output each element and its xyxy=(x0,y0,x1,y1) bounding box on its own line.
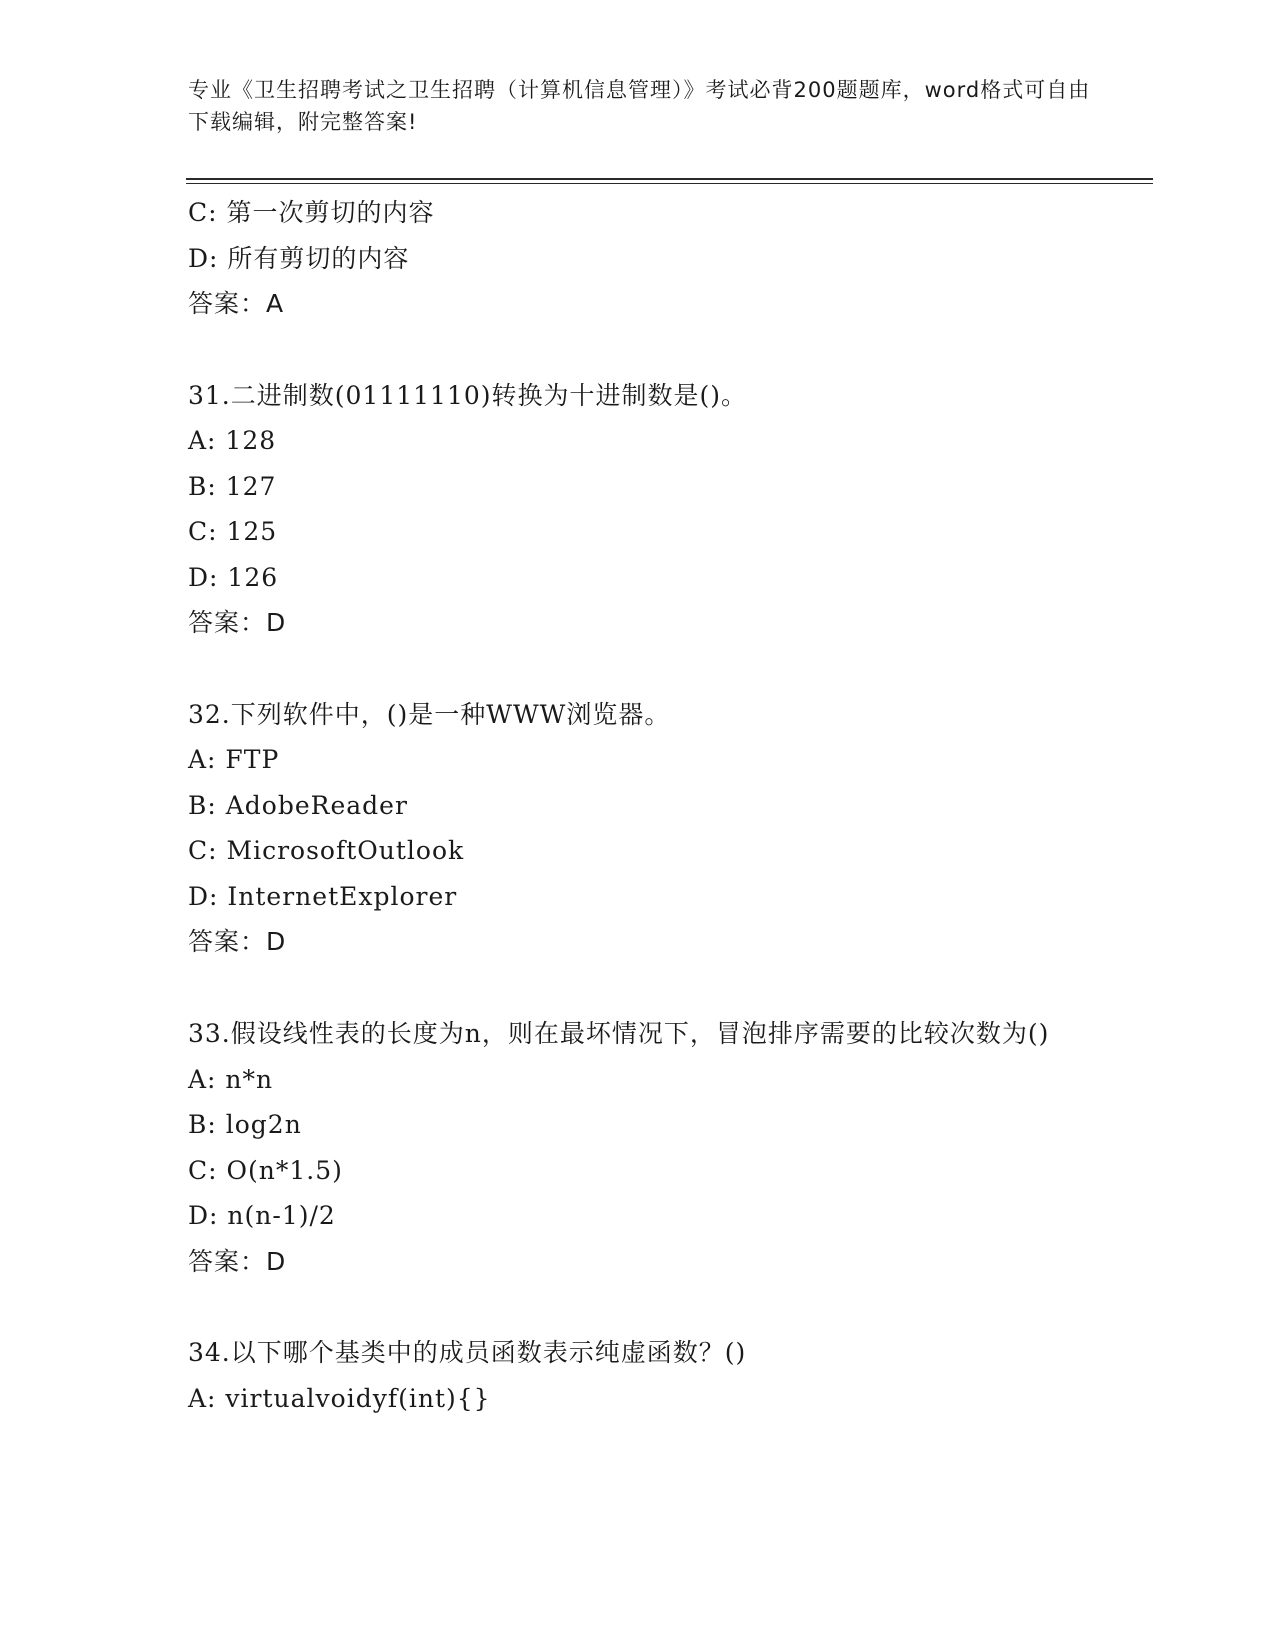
question-text: 32.下列软件中，()是一种WWW浏览器。 xyxy=(188,699,671,729)
question-spacer xyxy=(188,965,1088,1011)
document-header: 专业《卫生招聘考试之卫生招聘（计算机信息管理）》考试必背200题题库，word格式可自由下载编辑，附完整答案! xyxy=(188,78,1091,134)
question-block-34 xyxy=(188,1330,1088,1421)
answer-line: 答案：D xyxy=(188,608,287,637)
question-block-30 xyxy=(188,190,1088,327)
question-text: 34.以下哪个基类中的成员函数表示纯虚函数？() xyxy=(188,1338,747,1367)
option-c: C: 125 xyxy=(188,517,278,546)
option-a: A: FTP xyxy=(188,745,280,774)
option-a: A: n*n xyxy=(188,1064,274,1094)
question-block-31 xyxy=(188,373,1088,646)
option-b: B: AdobeReader xyxy=(188,790,408,820)
question-text: 33.假设线性表的长度为n，则在最坏情况下，冒泡排序需要的比较次数为() xyxy=(188,1018,1050,1048)
option-d: D: InternetExplorer xyxy=(188,881,458,911)
option-a: A: virtualvoidyf(int){} xyxy=(188,1383,491,1413)
answer-line: 答案：A xyxy=(188,289,285,318)
option-d: D: 126 xyxy=(188,562,279,592)
header-divider-bottom xyxy=(186,183,1153,184)
option-b: B: log2n xyxy=(188,1110,302,1139)
answer-line: 答案：D xyxy=(188,1246,287,1276)
option-d: D: 所有剪切的内容 xyxy=(188,243,410,273)
option-b: B: 127 xyxy=(188,471,277,501)
question-list xyxy=(188,190,1088,1421)
option-a: A: 128 xyxy=(188,426,277,455)
question-text: 31.二进制数(01111110)转换为十进制数是()。 xyxy=(188,380,748,410)
answer-line: 答案：D xyxy=(188,927,287,956)
question-block-33 xyxy=(188,1011,1088,1285)
question-spacer xyxy=(188,327,1088,373)
option-c: C: 第一次剪切的内容 xyxy=(188,198,435,227)
option-d: D: n(n-1)/2 xyxy=(188,1201,336,1230)
question-block-32 xyxy=(188,692,1088,965)
option-c: C: MicrosoftOutlook xyxy=(188,836,465,865)
question-spacer xyxy=(188,1284,1088,1330)
question-spacer xyxy=(188,646,1088,692)
header-divider-top xyxy=(186,178,1153,180)
option-c: C: O(n*1.5) xyxy=(188,1155,343,1185)
